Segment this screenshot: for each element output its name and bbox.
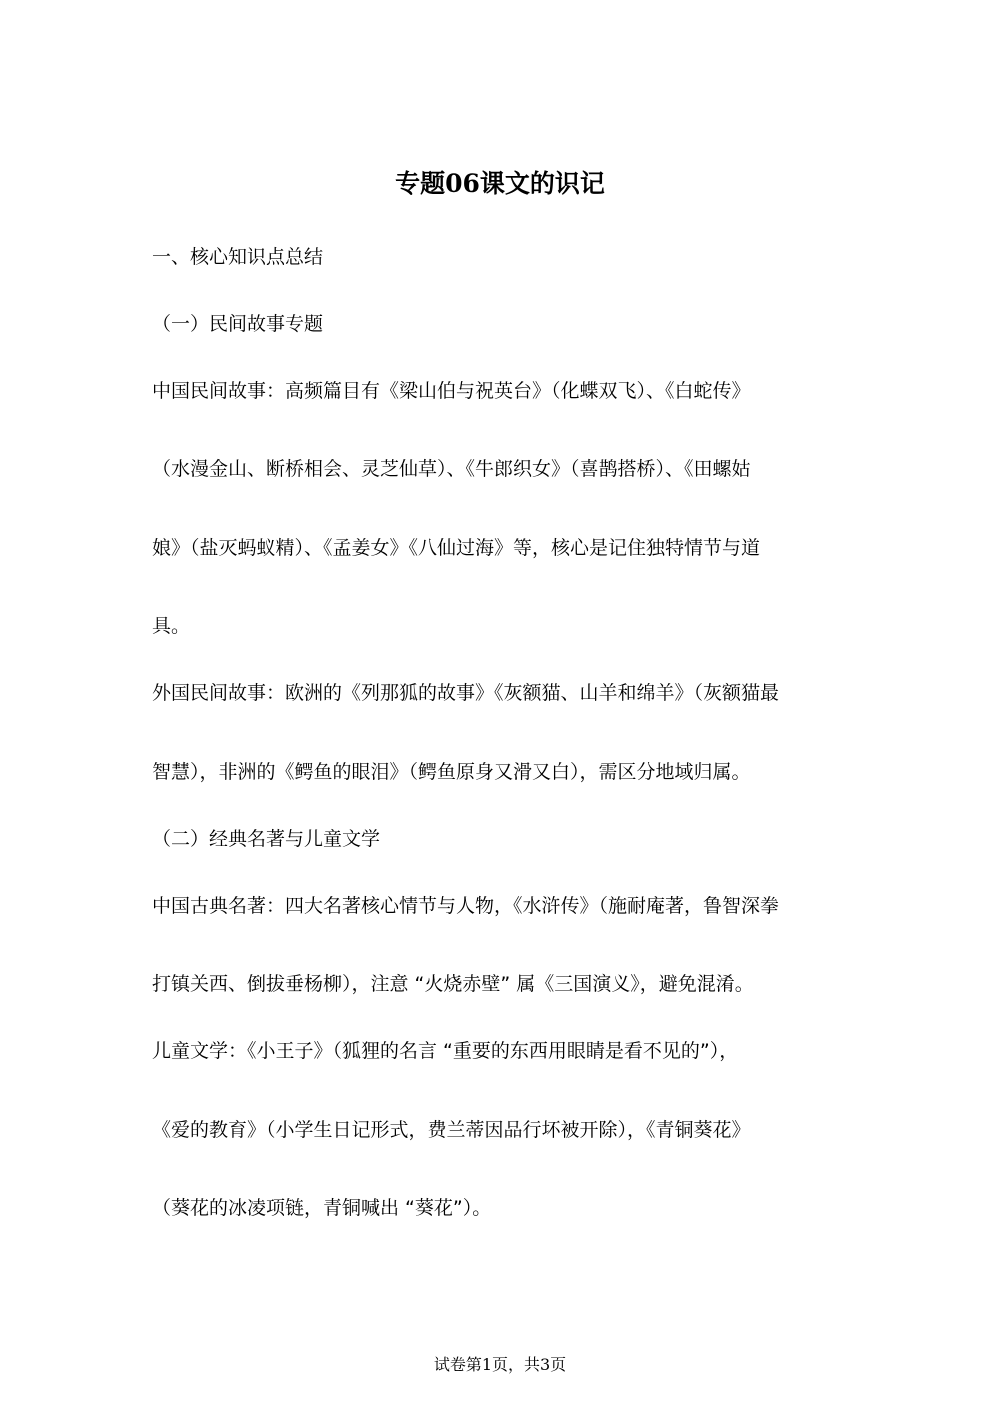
paragraph-line: 《爱的教育》（小学生日记形式，费兰蒂因品行坏被开除），《青铜葵花》 [152,1119,751,1141]
subsection-heading-folk-stories: （一）民间故事专题 [152,313,324,335]
page-footer: 试卷第1页，共3页 [433,1355,567,1374]
section-heading: 一、核心知识点总结 [152,246,324,268]
paragraph-line: （葵花的冰凌项链，青铜喊出 “葵花”）。 [152,1197,492,1219]
paragraph-line: （水漫金山、断桥相会、灵芝仙草）、《牛郎织女》（喜鹊搭桥）、《田螺姑 [152,458,751,480]
page-title: 专题06课文的识记 [395,169,605,198]
paragraph-line: 中国民间故事：高频篇目有《梁山伯与祝英台》（化蝶双飞）、《白蛇传》 [152,380,751,402]
subsection-heading-classics: （二）经典名著与儿童文学 [152,828,381,850]
paragraph-line: 外国民间故事：欧洲的《列那狐的故事》《灰额猫、山羊和绵羊》（灰额猫最 [152,682,780,704]
paragraph-line: 打镇关西、倒拔垂杨柳），注意 “火烧赤壁” 属《三国演义》，避免混淆。 [152,973,754,995]
paragraph-line: 中国古典名著：四大名著核心情节与人物，《水浒传》（施耐庵著，鲁智深拳 [152,895,780,917]
paragraph-line: 智慧），非洲的《鳄鱼的眼泪》（鳄鱼原身又滑又白），需区分地域归属。 [152,761,751,783]
paragraph-line: 具。 [152,615,191,637]
paragraph-line: 儿童文学：《小王子》（狐狸的名言 “重要的东西用眼睛是看不见的”）， [152,1040,739,1062]
paragraph-line: 娘》（盐灭蚂蚁精）、《孟姜女》《八仙过海》等，核心是记住独特情节与道 [152,537,761,559]
